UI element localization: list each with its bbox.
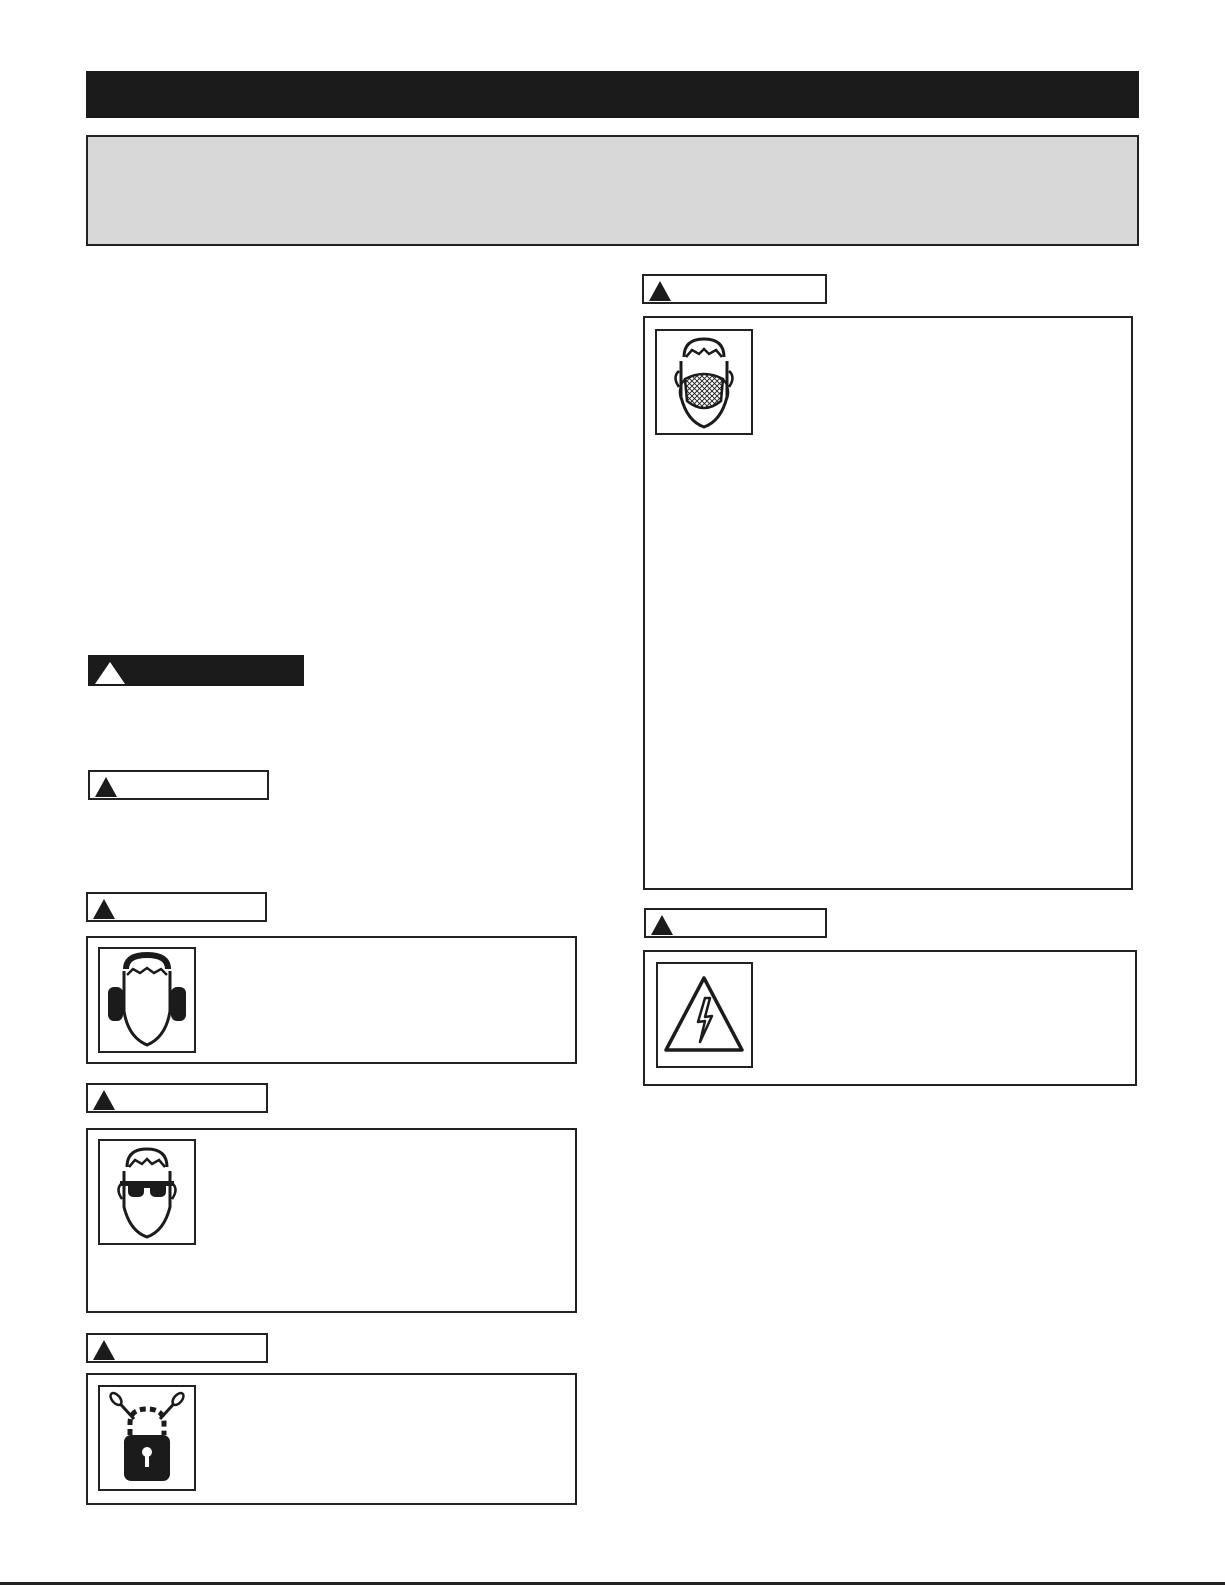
eye-protection-icon [100, 1141, 194, 1243]
eye-protection-icon-frame [98, 1139, 196, 1245]
section-title-bar [86, 71, 1139, 118]
safety-alert-triangle-icon [92, 1339, 116, 1361]
lockout-icon-frame [98, 1385, 196, 1491]
respiratory-protection-panel [643, 316, 1133, 890]
hearing-protection-panel [86, 936, 577, 1064]
respirator-icon-frame [655, 329, 753, 435]
intro-box [86, 135, 1139, 246]
respirator-mask-icon [657, 331, 751, 433]
warning-signal-label [86, 1083, 268, 1113]
safety-alert-triangle-icon [92, 898, 116, 920]
warning-signal-label [86, 892, 267, 922]
electrical-shock-hazard-icon [658, 964, 751, 1066]
warning-signal-label [86, 1333, 268, 1363]
safety-alert-triangle-icon [94, 661, 126, 685]
hearing-protection-icon [100, 949, 194, 1051]
electrical-hazard-panel [643, 950, 1137, 1086]
danger-signal-label [88, 655, 304, 686]
lockout-padlock-icon [100, 1387, 194, 1489]
hearing-protection-icon-frame [98, 947, 196, 1053]
safety-alert-triangle-icon [648, 280, 672, 302]
safety-alert-triangle-icon [94, 776, 118, 798]
safety-alert-triangle-icon [92, 1089, 116, 1111]
lockout-panel [86, 1373, 577, 1505]
warning-signal-label [642, 274, 827, 304]
warning-signal-label [644, 908, 827, 938]
safety-alert-triangle-icon [650, 914, 674, 936]
electrical-icon-frame [656, 962, 753, 1068]
eye-protection-panel [86, 1128, 577, 1313]
warning-signal-label [88, 770, 269, 800]
